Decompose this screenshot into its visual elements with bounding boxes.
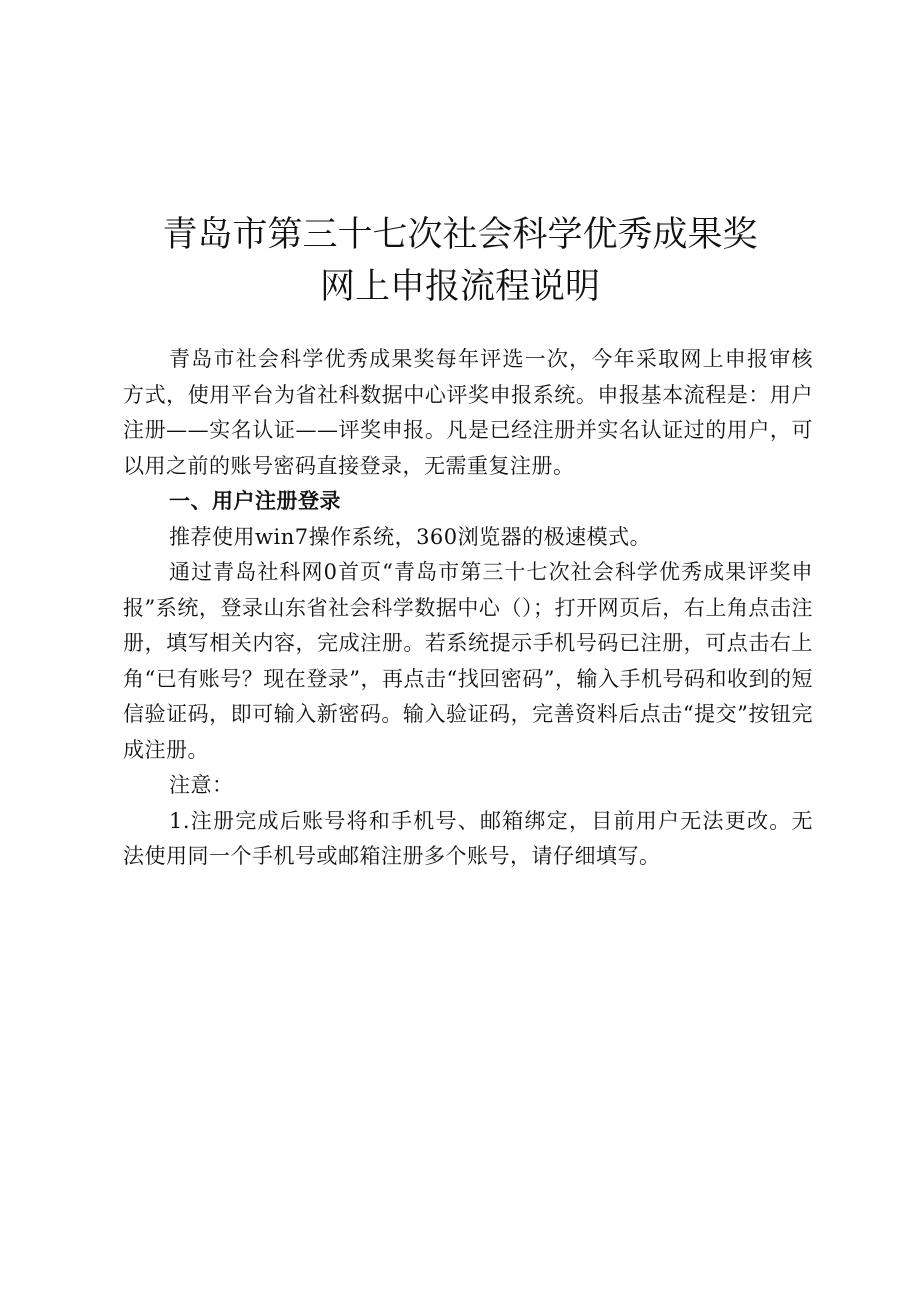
notice-label: 注意：	[169, 773, 234, 797]
document-title-line1: 青岛市第三十七次社会科学优秀成果奖	[162, 215, 758, 255]
recommend-paragraph: 推荐使用win7操作系统，360浏览器的极速模式。	[169, 524, 652, 549]
procedure-paragraph: 通过青岛社科网0首页“青岛市第三十七次社会科学优秀成果评奖申报”系统，登录山东省社会科学数据中心（）；打开网页后，右上角点击注册，填写相关内容，完成注册。若系统提示手机号码已注册，可点击右上角“已有账号？现在登录”，再点击“找回密码”，输入手机号码和收到的短信验证码，即可输入新密码。输入验证码，完善资料后点击“提交”按钮完成注册。	[123, 560, 813, 762]
document-title-line2: 网上申报流程说明	[319, 267, 600, 307]
section1-heading: 一、用户注册登录	[169, 489, 341, 513]
intro-paragraph: 青岛市社会科学优秀成果奖每年评选一次，今年采取网上申报审核方式，使用平台为省社科数据中心评奖申报系统。申报基本流程是：用户注册——实名认证——评奖申报。凡是已经注册并实名认证过的用户，可以用之前的账号密码直接登录，无需重复注册。	[123, 347, 813, 478]
notice-item-1: 1.注册完成后账号将和手机号、邮箱绑定，目前用户无法更改。无法使用同一个手机号或邮箱注册多个账号，请仔细填写。	[123, 808, 813, 868]
document-body	[123, 342, 813, 875]
